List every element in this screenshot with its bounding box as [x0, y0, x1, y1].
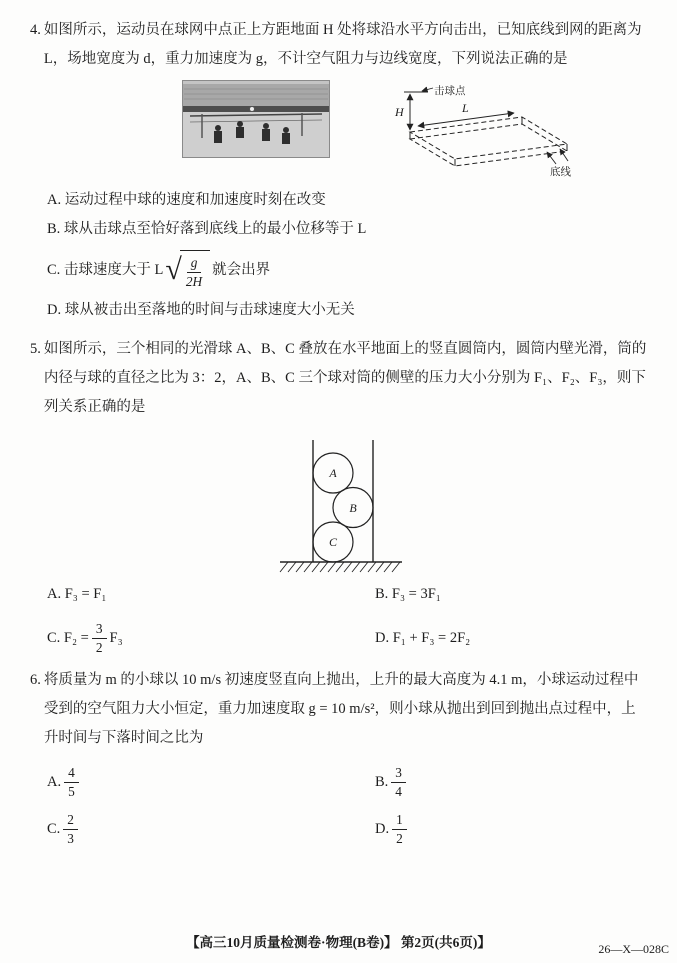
question-5-option-d: D. F₁ + F₃ = 2F₂ — [375, 630, 471, 646]
footer-title: 【高三10月质量检测卷·物理(B卷)】 — [186, 935, 398, 950]
option-c-suffix: 就会出界 — [212, 261, 271, 278]
question-6-option-b: B. $\frac{3}{4}$ — [375, 765, 409, 800]
baseline-label: 底线 — [550, 167, 571, 178]
question-5 — [30, 335, 649, 656]
question-4-option-b: B. 球从击球点至恰好落到底线上的最小位移等于 L — [47, 221, 367, 237]
height-label: H — [395, 105, 404, 119]
question-4-option-d: D. 球从被击出至落地的时间与击球速度大小无关 — [47, 302, 355, 318]
photo-ball — [250, 107, 255, 112]
volleyball-photo — [182, 80, 330, 158]
question-6-number: 6. — [30, 672, 41, 688]
question-5-figure — [30, 426, 649, 578]
question-6-stem-line — [30, 666, 649, 753]
radical-sign: √ — [165, 253, 182, 286]
paper-code: 26—X—028C — [598, 942, 669, 956]
option-c-fraction: $\frac{2}{3}$ — [63, 812, 78, 847]
ball-c-label: C — [328, 535, 337, 549]
cylinder-diagram — [252, 426, 428, 578]
sqrt-fraction: $\frac{g}{2H}$ — [185, 255, 203, 289]
length-label: L — [462, 101, 469, 115]
option-a-fraction: $\frac{4}{5}$ — [64, 765, 79, 800]
footer-page-number: 第2页(共6页)】 — [400, 935, 491, 950]
question-4-option-c — [30, 250, 649, 290]
question-4-stem-line — [30, 16, 649, 74]
square-root — [165, 250, 210, 290]
question-4-option-a: A. 运动过程中球的速度和加速度时刻在改变 — [47, 192, 326, 208]
question-5-option-a: A. F₃ = F₁ — [47, 586, 107, 602]
hit-point-label: 击球点 — [434, 86, 466, 97]
photo-court — [183, 112, 329, 157]
question-5-number: 5. — [30, 341, 41, 357]
ball-a-label: A — [328, 466, 337, 480]
question-4-number: 4. — [30, 22, 41, 38]
question-6-options-row-1 — [30, 765, 649, 800]
option-b-fraction: $\frac{3}{4}$ — [391, 765, 406, 800]
question-6-option-c: C. $\frac{2}{3}$ — [47, 812, 375, 847]
question-4 — [30, 16, 649, 325]
question-5-option-b: B. F₃ = 3F₁ — [375, 586, 441, 602]
option-c-prefix: C. 击球速度大于 L — [47, 261, 164, 278]
court-diagram — [364, 80, 579, 180]
ball-b-label: B — [348, 501, 357, 515]
page-footer — [0, 931, 677, 951]
option-d-fraction: $\frac{1}{2}$ — [392, 812, 407, 847]
option-c-fraction: $\frac{3}{2}$ — [92, 621, 107, 656]
question-5-options-row-1 — [30, 580, 649, 609]
photo-banner — [183, 106, 329, 112]
question-5-options-row-2 — [30, 621, 649, 656]
question-6-option-a: A. $\frac{4}{5}$ — [47, 765, 375, 800]
question-6 — [30, 666, 649, 847]
ground-hatching — [280, 562, 400, 572]
question-5-stem-line — [30, 335, 649, 422]
question-5-option-c: C. F₂ = $\frac{3}{2}$ F₃ — [47, 621, 123, 655]
question-4-stem: 如图所示，运动员在球网中点正上方距地面 H 处将球沿水平方向击出，已知底线到网的距离为 L，场地宽度为 d，重力加速度为 g，不计空气阻力与边线宽度，下列说法正确的是 — [43, 22, 642, 67]
question-6-stem: 将质量为 m 的小球以 10 m/s 初速度竖直向上抛出，上升的最大高度为 4.1 m，小球运动过程中受到的空气阻力大小恒定，重力加速度取 g = 10 m/s²，则小球从抛出到回到抛出点过程中，上升时间与下落时间之比为 — [43, 672, 639, 746]
question-6-options-row-2 — [30, 812, 649, 847]
court-top-face — [410, 117, 567, 159]
question-4-figures — [182, 80, 649, 180]
question-6-option-d: D. $\frac{1}{2}$ — [375, 812, 410, 847]
photo-bleachers — [183, 84, 329, 106]
question-5-stem: 如图所示，三个相同的光滑球 A、B、C 叠放在水平地面上的竖直圆筒内，圆筒内壁光滑，筒的内径与球的直径之比为 3：2，A、B、C 三个球对筒的侧壁的压力大小分别为 F₁、F₂、F₃，则下列关系正确的是 — [43, 341, 647, 415]
